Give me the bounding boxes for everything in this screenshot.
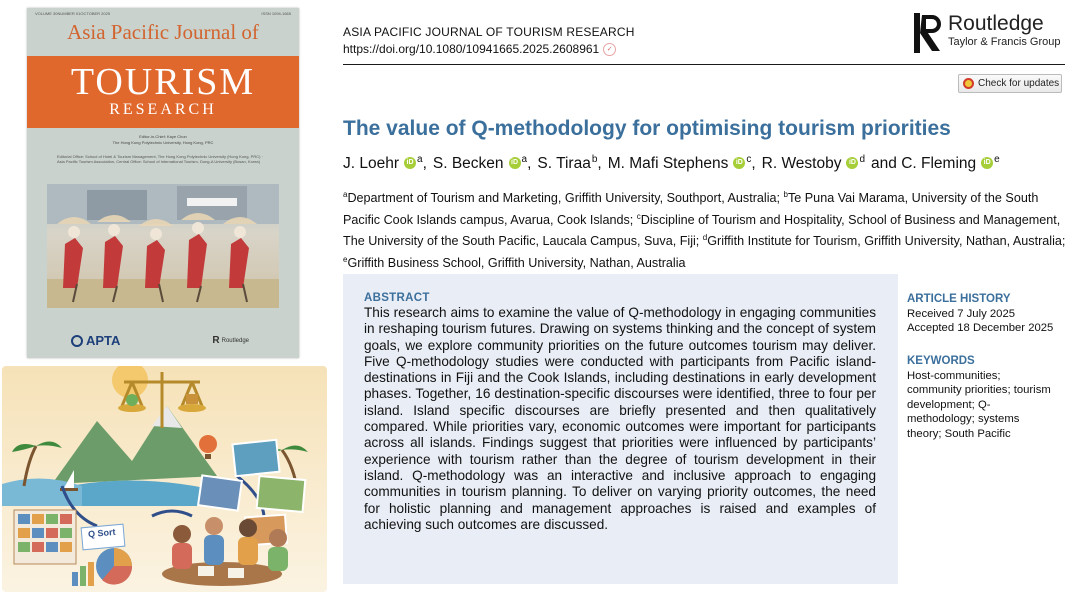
check-updates-icon	[963, 78, 974, 89]
author-affil-sup: c	[746, 154, 752, 165]
cover-volume: VOLUME 30	[35, 11, 58, 16]
author-entry	[871, 154, 1000, 173]
cover-journal-title: Asia Pacific Journal of	[67, 20, 259, 44]
affil-sup: b	[783, 190, 788, 199]
author-name[interactable]: M. Mafi Stephens	[607, 155, 729, 173]
q-methodology-illustration	[2, 366, 327, 592]
cover-word-research: RESEARCH	[109, 101, 217, 118]
routledge-icon	[914, 13, 942, 53]
abstract-heading: ABSTRACT	[364, 292, 430, 304]
check-updates-label: Check for updates	[978, 78, 1060, 89]
affil-sup: a	[343, 190, 348, 199]
affil-text: Te Puna Vai Marama, University of the South Pacific Cook Islands campus, Avarua, Cook Islands;	[343, 191, 1039, 227]
orcid-icon[interactable]: iD	[981, 157, 993, 169]
article-history	[907, 292, 1053, 336]
article-history-heading: ARTICLE HISTORY	[907, 293, 1011, 305]
affil-sup: e	[343, 255, 348, 265]
cover-photo	[47, 184, 279, 308]
cover-date: OCTOBER 2025	[80, 11, 111, 16]
author-name[interactable]: S. Becken	[432, 155, 504, 173]
orcid-icon[interactable]: iD	[404, 157, 416, 169]
author-entry	[762, 154, 865, 173]
illustration-svg	[2, 366, 327, 592]
header-rule	[343, 64, 1065, 65]
affil-sup: c	[636, 211, 641, 221]
journal-name: ASIA PACIFIC JOURNAL OF TOURISM RESEARCH	[343, 25, 635, 39]
keywords-text: Host-communities; community priorities; tourism development; Q-methodology; systems theory; South Pacific	[907, 369, 1051, 440]
keywords	[907, 354, 1057, 441]
cover-title-band	[27, 56, 299, 128]
cover-editor-label: Editor-in-Chief: Kaye Chon	[139, 134, 187, 139]
author-entry	[608, 154, 756, 173]
author-name[interactable]: S. Tiraa	[537, 155, 591, 173]
author-separator: ,	[751, 155, 756, 173]
cover-publisher-label: Routledge	[221, 337, 249, 344]
author-separator: ,	[527, 155, 532, 173]
author-separator: ,	[597, 155, 602, 173]
author-entry	[343, 154, 427, 173]
abstract-text: This research aims to examine the value of Q-methodology in engaging communities in reshaping tourism futures. Drawing on systems thinking and the concept of system goals, we explore community priorities on the future outcomes tourism may deliver. Five Q-methodology studies were conducted with participants from Pacific island-destinations in Fiji and the Cook Islands, including destinations in early development phases. Together, 16 destination-specific discourses were identified, three to four per island. Island specific discourses are briefly presented and then qualitatively compared. While priorities vary, economic outcomes were important for participants across all islands. Findings suggest that priorities were influenced by participants’ experience with tourism rather than the degree of tourism development in their island. Q-methodology was an interactive and inclusive approach to engaging communities in tourism planning. To deliver on varying priority outcomes, the need for holistic planning and management approaches is raised and examples of achieving such outcomes are discussed.	[364, 305, 876, 532]
affil-text: Discipline of Tourism and Hospitality, School of Business and Management, The University of the South Pacific, Laucala Campus, Suva, Fiji;	[343, 212, 1061, 249]
affil-text: Griffith Business School, Griffith University, Nathan, Australia	[347, 256, 686, 271]
cover-publisher-logo	[212, 335, 249, 346]
author-name[interactable]: R. Westoby	[761, 155, 842, 173]
publisher-logo	[914, 13, 1060, 53]
publisher-name: Routledge	[948, 12, 1044, 35]
cover-offices: Editorial Office: School of Hotel & Tourism Management, The Hong Kong Polytechnic University (Hong Kong, PRC) · Asia Pacific Tourism Association, Central Office: School of International Tourism, Dong-A University (Busan, Korea)	[57, 154, 263, 164]
check-for-updates-button[interactable]	[958, 74, 1062, 93]
cover-editor	[27, 134, 299, 146]
author-entry	[433, 154, 532, 173]
orcid-icon[interactable]: iD	[733, 157, 745, 169]
author-affil-sup: a	[417, 154, 423, 165]
affiliations	[343, 186, 1068, 273]
doi-link[interactable]: https://doi.org/10.1080/10941665.2025.2608961	[343, 42, 600, 56]
author-affil-sup: a	[521, 154, 528, 165]
globe-icon	[71, 335, 83, 347]
cover-meta	[27, 8, 299, 16]
doi-row	[343, 42, 616, 56]
journal-cover	[27, 8, 299, 358]
cover-issn: ISSN 1094-1665	[261, 11, 291, 16]
author-affil-sup: d	[859, 154, 866, 165]
author-name[interactable]: and C. Fleming	[871, 155, 977, 173]
crossmark-icon[interactable]: ✓	[603, 43, 616, 56]
orcid-icon[interactable]: iD	[509, 157, 521, 169]
keywords-heading: KEYWORDS	[907, 355, 975, 367]
cover-word-tourism: TOURISM	[70, 61, 256, 103]
apta-label: APTA	[86, 333, 121, 348]
qsort-label: Q Sort	[87, 526, 116, 540]
routledge-small-icon: R	[212, 335, 220, 346]
affil-text: Griffith Institute for Tourism, Griffith University, Nathan, Australia;	[707, 234, 1066, 249]
affil-text: Department of Tourism and Marketing, Griffith University, Southport, Australia;	[347, 191, 784, 206]
author-name[interactable]: J. Loehr	[343, 155, 400, 173]
cover-dancers-image	[47, 184, 279, 308]
received-date: Received 7 July 2025	[907, 307, 1016, 320]
article-title: The value of Q-methodology for optimising tourism priorities	[343, 117, 951, 140]
accepted-date: Accepted 18 December 2025	[907, 322, 1054, 334]
author-entry	[537, 154, 601, 173]
apta-logo	[71, 333, 120, 348]
cover-editor-affil: The Hong Kong Polytechnic University, Hong Kong, PRC	[112, 140, 214, 145]
affil-sup: d	[702, 233, 708, 243]
orcid-icon[interactable]: iD	[846, 157, 858, 169]
author-list	[343, 154, 1000, 173]
author-affil-sup: b	[591, 154, 598, 165]
author-affil-sup: e	[994, 154, 1000, 165]
cover-number: NUMBER 01	[57, 11, 81, 16]
author-separator: ,	[422, 155, 427, 173]
publisher-sub: Taylor & Francis Group	[948, 36, 1061, 48]
